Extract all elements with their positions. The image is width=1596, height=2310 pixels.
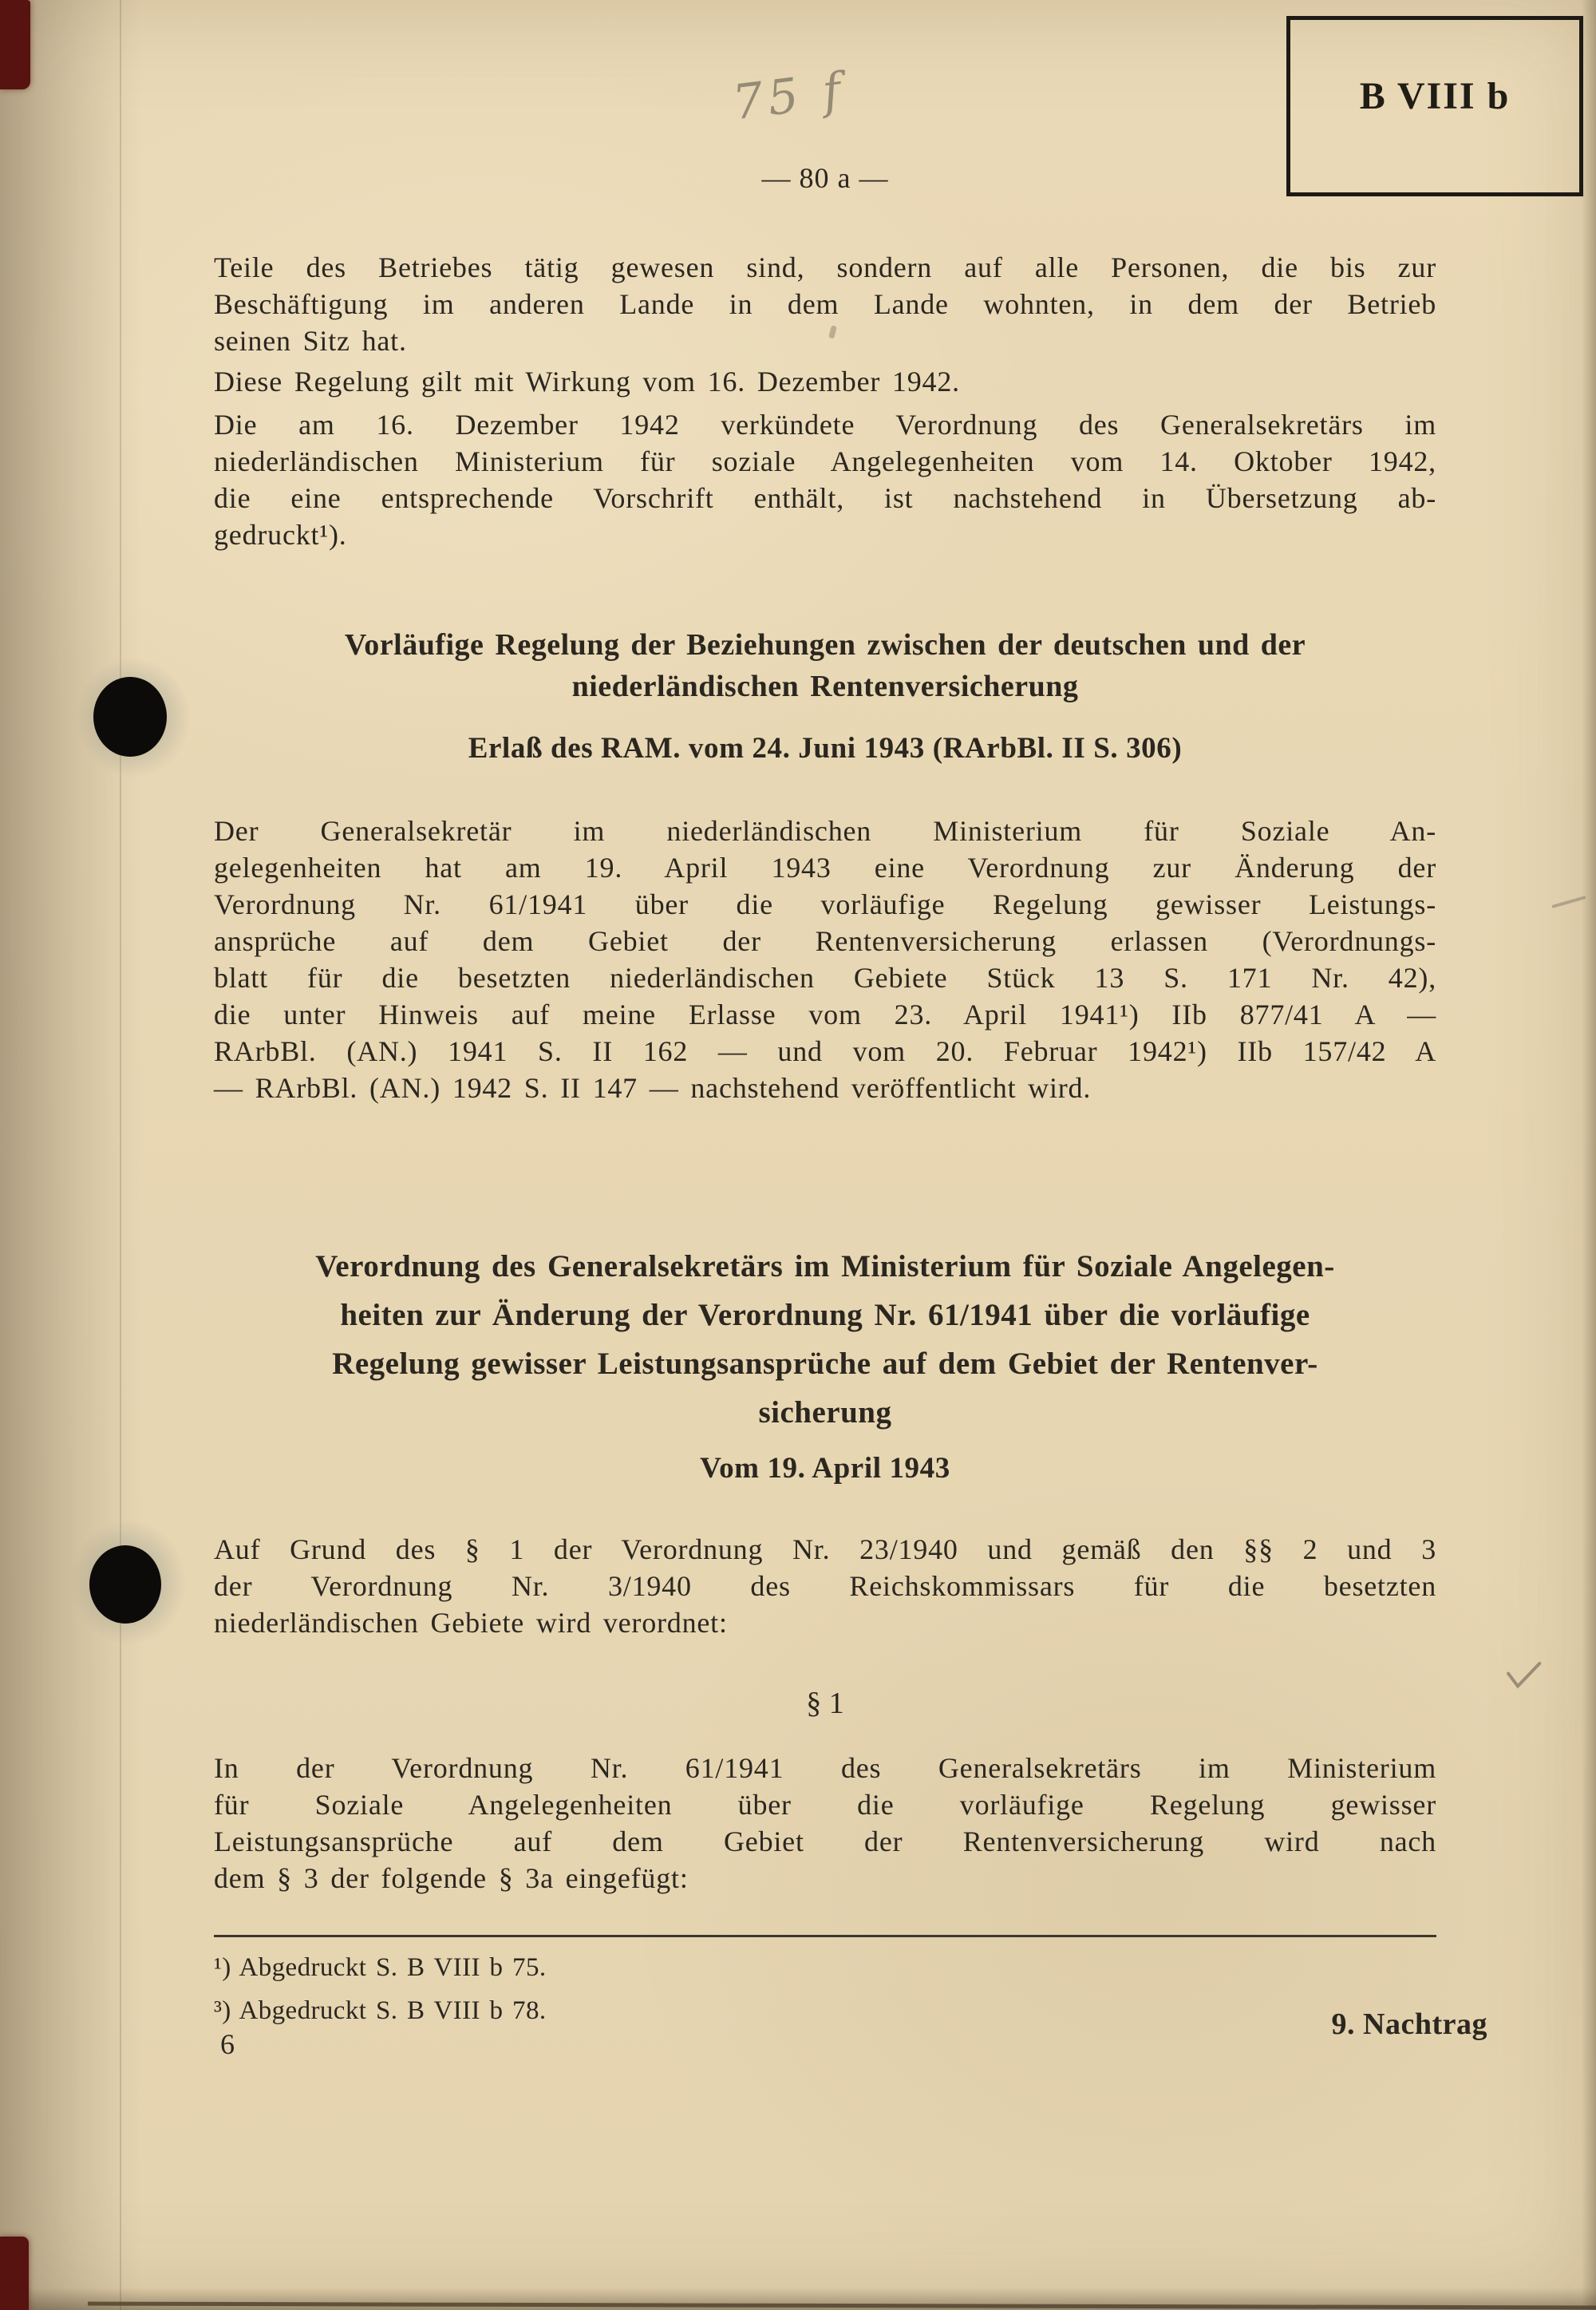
footer-page-number: 6 <box>220 2028 235 2060</box>
text-line: Beschäftigung im anderen Lande in dem Lande wohnten, in dem der Betrieb <box>214 288 1436 320</box>
section-mark-paragraph-1: § 1 <box>806 1687 844 1720</box>
text-line: gelegenheiten hat am 19. April 1943 eine Verordnung zur Änderung der <box>214 852 1436 884</box>
text-line: für Soziale Angelegenheiten über die vorläufige Regelung gewisser <box>214 1789 1436 1821</box>
text-line: niederländischen Gebiete wird verordnet: <box>214 1607 728 1639</box>
subheading-vom-datum: Vom 19. April 1943 <box>700 1452 950 1485</box>
heading-provisional-regulation <box>214 624 1436 707</box>
paragraph-effective-date <box>214 363 1436 400</box>
paragraph-in-der-verordnung <box>214 1750 1436 1897</box>
heading-verordnung-aenderung <box>214 1242 1436 1437</box>
text-line: Die am 16. Dezember 1942 verkündete Verordnung des Generalsekretärs im <box>214 409 1436 441</box>
text-line: RArbBl. (AN.) 1941 S. II 162 — und vom 20. Februar 1942¹) IIb 157/42 A <box>214 1035 1436 1067</box>
pencil-checkmark <box>1502 1654 1553 1697</box>
red-edge-mark-bottom <box>0 2237 29 2310</box>
text-line: Vorläufige Regelung der Beziehungen zwischen der deutschen und der <box>344 628 1306 662</box>
text-line: Teile des Betriebes tätig gewesen sind, sondern auf alle Personen, die bis zur <box>214 251 1436 283</box>
scan-right-edge-shadow <box>1582 0 1596 2310</box>
text-line: — RArbBl. (AN.) 1942 S. II 147 — nachstehend veröffentlicht wird. <box>214 1072 1092 1104</box>
text-line: heiten zur Änderung der Verordnung Nr. 61/1941 über die vorläufige <box>340 1298 1310 1332</box>
paragraph-auf-grund <box>214 1531 1436 1641</box>
text-line: ¹) Abgedruckt S. B VIII b 75. <box>214 1953 547 1982</box>
text-line: Regelung gewisser Leistungsansprüche auf dem Gebiet der Rentenver- <box>332 1347 1318 1381</box>
text-line: Der Generalsekretär im niederländischen Ministerium für Soziale An- <box>214 815 1436 847</box>
handwritten-note: 75 f <box>729 61 849 132</box>
text-line: dem § 3 der folgende § 3a eingefügt: <box>214 1862 689 1894</box>
text-line: gedruckt¹). <box>214 519 347 551</box>
text-line: sicherung <box>758 1395 892 1430</box>
footer-supplement-label: 9. Nachtrag <box>1331 2007 1487 2041</box>
page-number: — 80 a — <box>761 162 889 194</box>
text-line: In der Verordnung Nr. 61/1941 des Generalsekretärs im Ministerium <box>214 1752 1436 1784</box>
text-line: niederländischen Ministerium für soziale Angelegenheiten vom 14. Oktober 1942, <box>214 445 1436 477</box>
scan-left-edge-line <box>120 0 121 2310</box>
paragraph-general-secretary <box>214 813 1436 1106</box>
text-line: die unter Hinweis auf meine Erlasse vom 23. April 1941¹) IIb 877/41 A — <box>214 999 1436 1030</box>
text-line: die eine entsprechende Vorschrift enthält, ist nachstehend in Übersetzung ab- <box>214 482 1436 514</box>
text-line: der Verordnung Nr. 3/1940 des Reichskommissars für die besetzten <box>214 1570 1436 1602</box>
text-line: ansprüche auf dem Gebiet der Rentenversicherung erlassen (Verordnungs- <box>214 925 1436 957</box>
punch-hole-bottom <box>89 1545 161 1624</box>
paragraph-decree-announcement <box>214 406 1436 553</box>
section-tab-label: B VIII b <box>1359 74 1511 117</box>
text-line: blatt für die besetzten niederländischen Gebiete Stück 13 S. 171 Nr. 42), <box>214 962 1436 994</box>
footnote-separator-rule <box>214 1935 1436 1937</box>
text-line: Verordnung Nr. 61/1941 über die vorläufige Regelung gewisser Leistungs- <box>214 888 1436 920</box>
punch-hole-top <box>93 677 167 757</box>
red-edge-mark-top <box>0 0 30 89</box>
text-line: niederländischen Rentenversicherung <box>571 670 1079 703</box>
text-line: Leistungsansprüche auf dem Gebiet der Rentenversicherung wird nach <box>214 1825 1436 1857</box>
text-line: Auf Grund des § 1 der Verordnung Nr. 23/1940 und gemäß den §§ 2 und 3 <box>214 1533 1436 1565</box>
paragraph-intro-continuation <box>214 249 1436 359</box>
text-line: Diese Regelung gilt mit Wirkung vom 16. Dezember 1942. <box>214 366 960 398</box>
text-line: Verordnung des Generalsekretärs im Ministerium für Soziale Angelegen- <box>315 1249 1335 1284</box>
subheading-erlass-ram: Erlaß des RAM. vom 24. Juni 1943 (RArbBl. II S. 306) <box>468 732 1183 765</box>
text-line: ³) Abgedruckt S. B VIII b 78. <box>214 1996 547 2025</box>
text-line: seinen Sitz hat. <box>214 325 407 357</box>
